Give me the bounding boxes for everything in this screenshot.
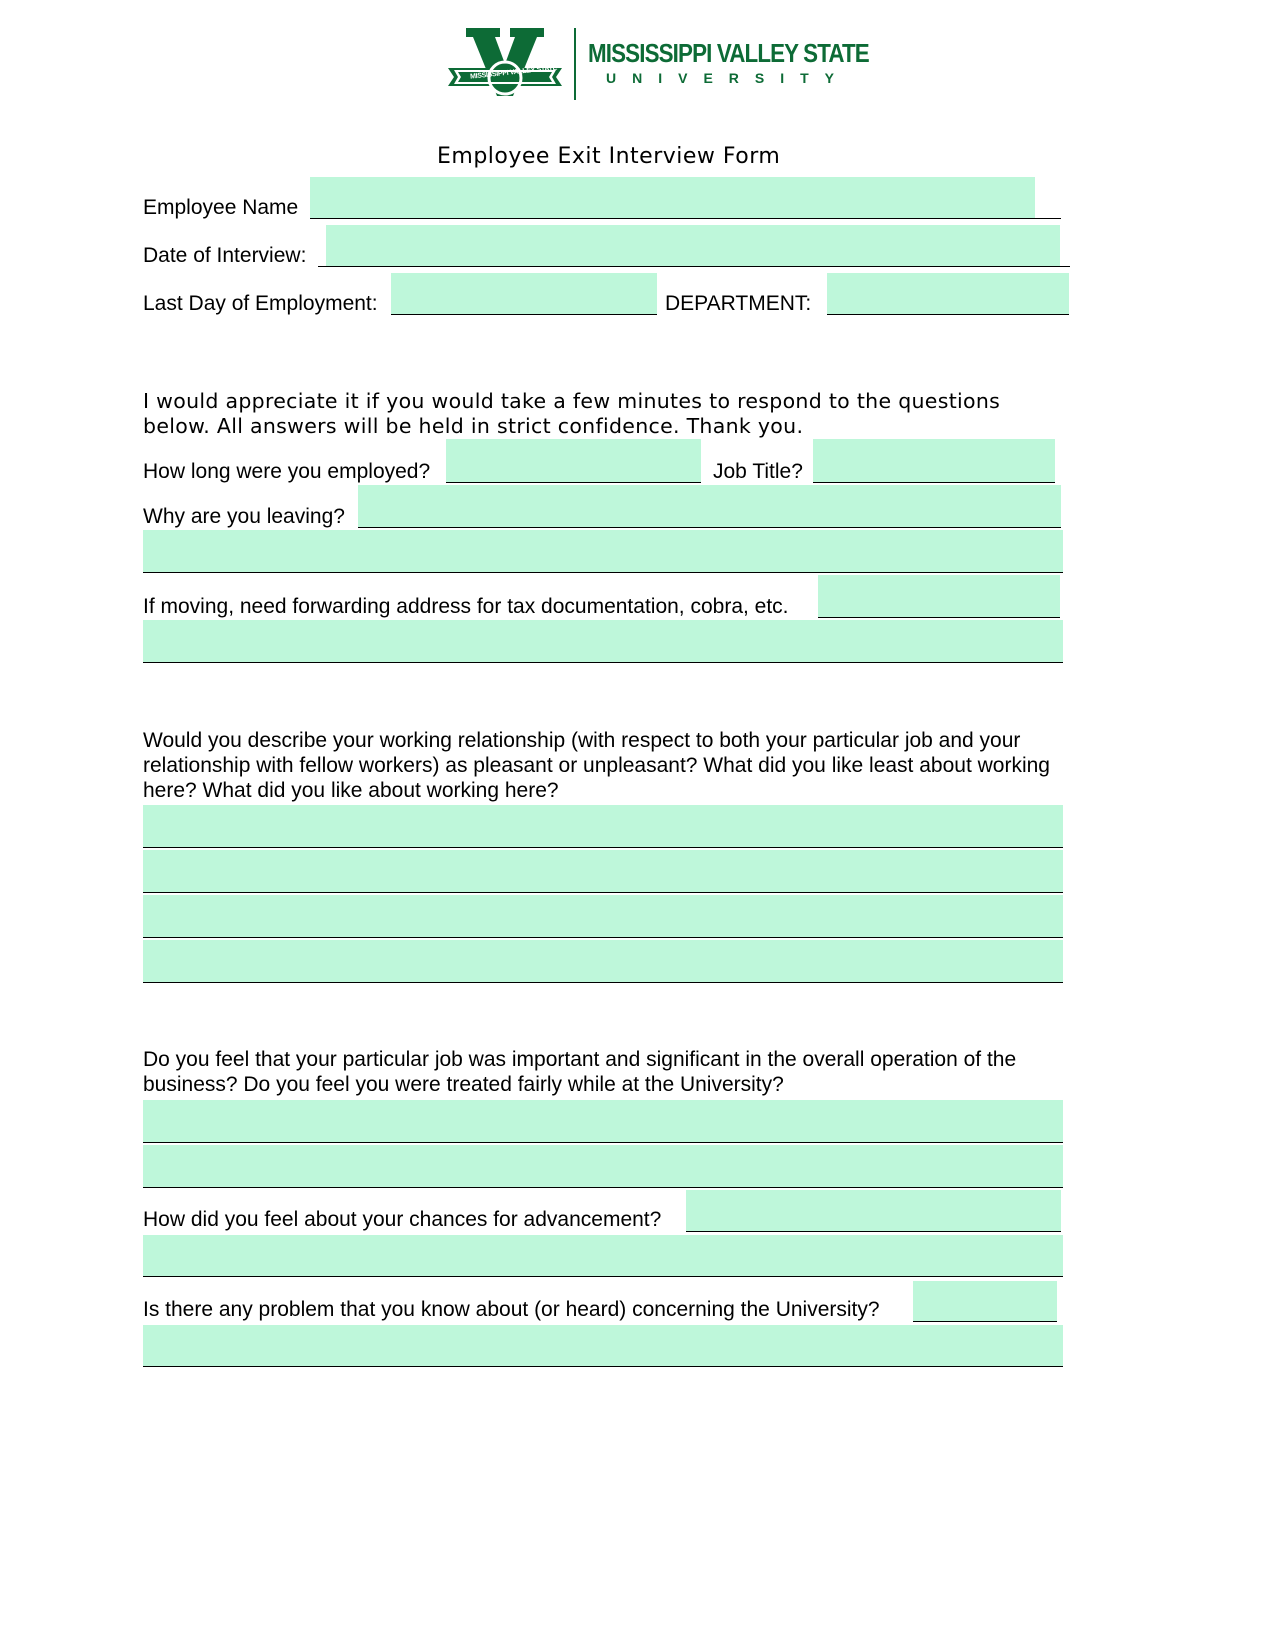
job-title-field[interactable]: [813, 439, 1055, 483]
significance-question: Do you feel that your particular job was important and significant in the overall operation of the business? Do you feel you were treated fairly while at the University?: [143, 1048, 1017, 1096]
employee-name-input[interactable]: [310, 177, 1035, 218]
leaving-field-line-2[interactable]: [143, 530, 1063, 573]
date-of-interview-underline-right: [1060, 266, 1070, 267]
last-day-input[interactable]: [391, 273, 657, 314]
employed-label: How long were you employed?: [143, 460, 431, 483]
relationship-input-line-4[interactable]: [143, 940, 1063, 982]
advancement-field-line-2[interactable]: [143, 1235, 1063, 1277]
forwarding-field-line-2[interactable]: [143, 620, 1063, 663]
relationship-input-line-1[interactable]: [143, 805, 1063, 847]
date-of-interview-underline-left: [318, 266, 326, 267]
employee-name-field[interactable]: [310, 177, 1035, 219]
last-day-label: Last Day of Employment:: [143, 292, 378, 315]
leaving-field[interactable]: [358, 485, 1061, 528]
problem-field[interactable]: [913, 1281, 1057, 1322]
relationship-question: Would you describe your working relationship (with respect to both your particular job and your relationship with fellow workers) as pleasant or unpleasant? What did you like least about working here? What did you like about working here?: [143, 729, 1050, 802]
employee-name-label: Employee Name: [143, 196, 299, 219]
advancement-field[interactable]: [686, 1190, 1061, 1232]
forwarding-field[interactable]: [818, 575, 1060, 618]
employed-field[interactable]: [446, 439, 701, 483]
leaving-label: Why are you leaving?: [143, 505, 345, 528]
form-title: Employee Exit Interview Form: [437, 144, 781, 169]
forwarding-input-line-2[interactable]: [143, 620, 1063, 662]
relationship-field-line-1[interactable]: [143, 805, 1063, 848]
university-emblem-icon: [446, 24, 564, 102]
employee-name-underline: [1035, 218, 1061, 219]
university-logo: [446, 24, 869, 104]
significance-field-line-2[interactable]: [143, 1145, 1063, 1188]
advancement-input-line-2[interactable]: [143, 1235, 1063, 1276]
relationship-field-line-2[interactable]: [143, 850, 1063, 893]
forwarding-input[interactable]: [818, 575, 1060, 617]
date-of-interview-label: Date of Interview:: [143, 244, 307, 267]
department-field[interactable]: [827, 273, 1069, 315]
date-of-interview-field[interactable]: [326, 225, 1060, 267]
problem-label: Is there any problem that you know about (or heard) concerning the University?: [143, 1298, 880, 1321]
significance-input-line-2[interactable]: [143, 1145, 1063, 1187]
significance-field-line-1[interactable]: [143, 1100, 1063, 1143]
leaving-input-line-2[interactable]: [143, 530, 1063, 572]
problem-input-line-2[interactable]: [143, 1325, 1063, 1366]
department-input[interactable]: [827, 273, 1069, 314]
employed-input[interactable]: [446, 439, 701, 482]
forwarding-label: If moving, need forwarding address for tax documentation, cobra, etc.: [143, 595, 789, 618]
department-label: DEPARTMENT:: [665, 292, 812, 315]
significance-input-line-1[interactable]: [143, 1100, 1063, 1142]
university-name: MISSISSIPPI VALLEY STATE: [588, 38, 869, 68]
advancement-label: How did you feel about your chances for advancement?: [143, 1208, 662, 1231]
relationship-field-line-3[interactable]: [143, 895, 1063, 938]
relationship-field-line-4[interactable]: [143, 940, 1063, 983]
job-title-input[interactable]: [813, 439, 1055, 482]
date-of-interview-input[interactable]: [326, 225, 1060, 266]
university-subname: UNIVERSITY: [606, 70, 851, 86]
relationship-input-line-2[interactable]: [143, 850, 1063, 892]
problem-field-line-2[interactable]: [143, 1325, 1063, 1367]
intro-paragraph: I would appreciate it if you would take a few minutes to respond to the questions below. All answers will be held in strict confidence. Thank you.: [143, 389, 1001, 438]
relationship-input-line-3[interactable]: [143, 895, 1063, 937]
logo-divider: [574, 28, 576, 100]
last-day-field[interactable]: [391, 273, 657, 315]
emblem-banner-text: MISSISSIPPI VALLEY STATE: [469, 64, 558, 81]
problem-input[interactable]: [913, 1281, 1057, 1321]
job-title-label: Job Title?: [713, 460, 803, 483]
leaving-input[interactable]: [358, 485, 1061, 527]
advancement-input[interactable]: [686, 1190, 1061, 1231]
